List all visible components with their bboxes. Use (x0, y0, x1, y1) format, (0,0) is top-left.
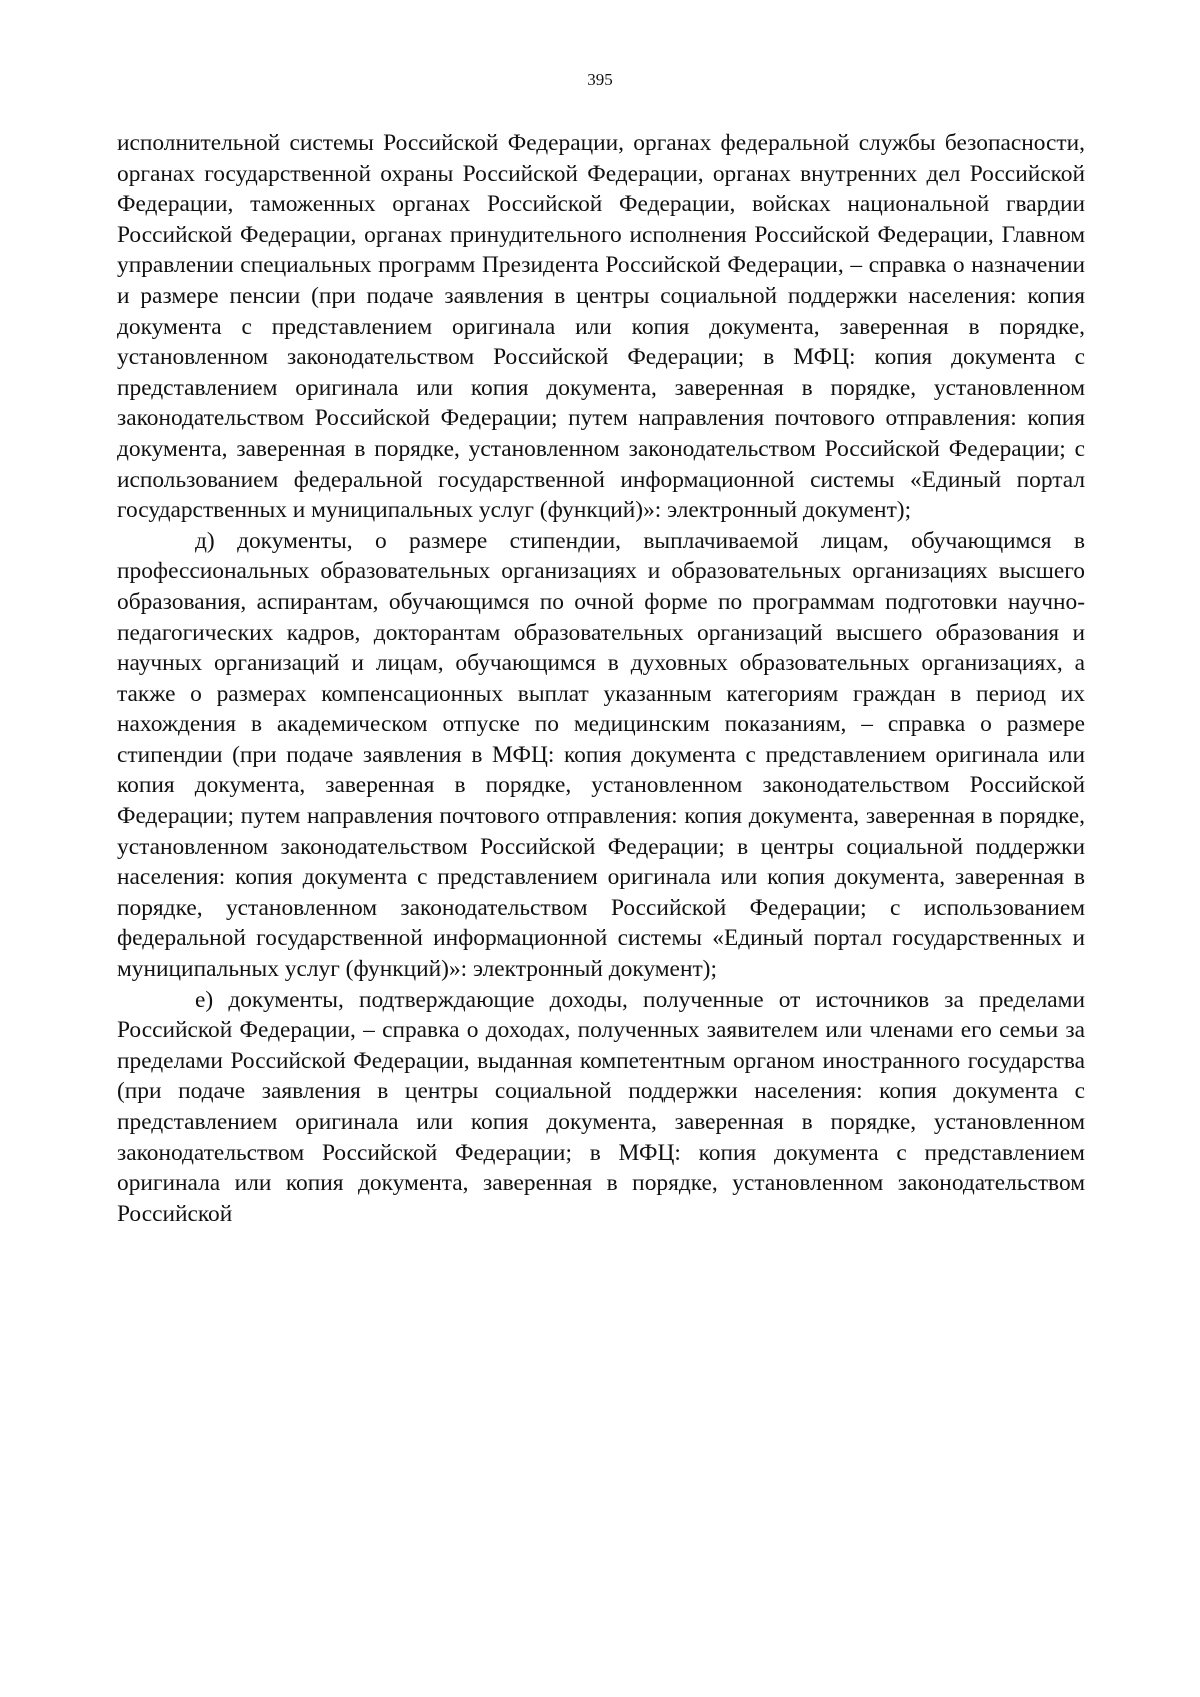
page-number: 395 (587, 70, 613, 89)
paragraph-item-e: е) документы, подтверждающие доходы, полученные от источников за пределами Российской Федерации, – справка о доходах, полученных заявителем или членами его семьи за пределами Российской Федерации, выданная компетентным органом иностранного государства (при подаче заявления в центры социальной поддержки населения: копия документа с представлением оригинала или копия документа, заверенная в порядке, установленном законодательством Российской Федерации; в МФЦ: копия документа с представлением оригинала или копия документа, заверенная в порядке, установленном законодательством Российской (117, 986, 1085, 1227)
paragraph-item-d: д) документы, о размере стипендии, выплачиваемой лицам, обучающимся в профессиональных образовательных организациях и образовательных организациях высшего образования, аспирантам, обучающимся по очной форме по программам подготовки научно-педагогических кадров, докторантам образовательных организаций высшего образования и научных организаций и лицам, обучающимся в духовных образовательных организациях, а также о размерах компенсационных выплат указанным категориям граждан в период их нахождения в академическом отпуске по медицинским показаниям, – справка о размере стипендии (при подаче заявления в МФЦ: копия документа с представлением оригинала или копия документа, заверенная в порядке, установленном законодательством Российской Федерации; путем направления почтового отправления: копия документа, заверенная в порядке, установленном законодательством Российской Федерации; в центры социальной поддержки населения: копия документа с представлением оригинала или копия документа, заверенная в порядке, установленном законодательством Российской Федерации; с использованием федеральной государственной информационной системы «Единый портал государственных и муниципальных услуг (функций)»: электронный документ); (117, 527, 1085, 983)
document-body (117, 128, 1085, 1229)
paragraph-continuation: исполнительной системы Российской Федерации, органах федеральной службы безопасности, органах государственной охраны Российской Федерации, органах внутренних дел Российской Федерации, таможенных органах Российской Федерации, войсках национальной гвардии Российской Федерации, органах принудительного исполнения Российской Федерации, Главном управлении специальных программ Президента Российской Федерации, – справка о назначении и размере пенсии (при подаче заявления в центры социальной поддержки населения: копия документа с представлением оригинала или копия документа, заверенная в порядке, установленном законодательством Российской Федерации; в МФЦ: копия документа с представлением оригинала или копия документа, заверенная в порядке, установленном законодательством Российской Федерации; путем направления почтового отправления: копия документа, заверенная в порядке, установленном законодательством Российской Федерации; с использованием федеральной государственной информационной системы «Единый портал государственных и муниципальных услуг (функций)»: электронный документ); (117, 130, 1085, 524)
